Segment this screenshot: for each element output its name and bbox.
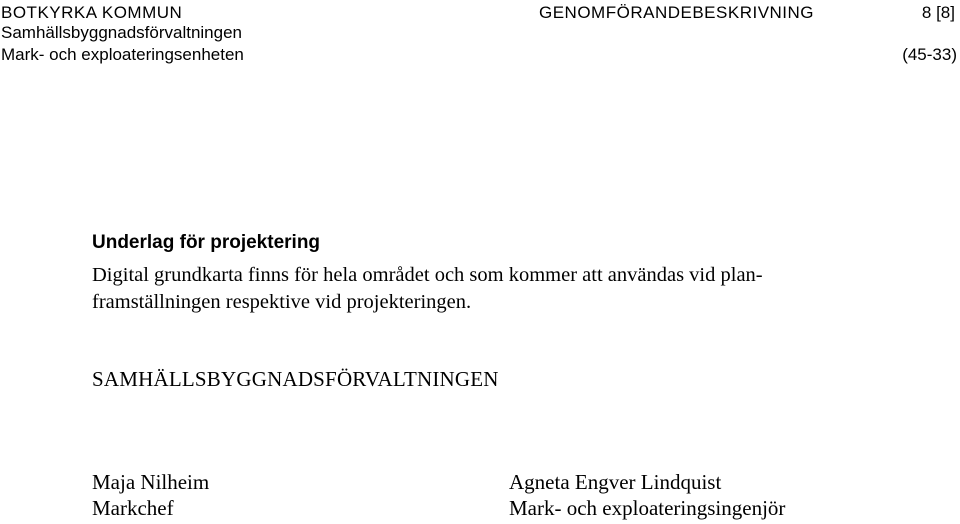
department-name: Samhällsbyggnadsförvaltningen xyxy=(1,23,242,42)
signatory-right-name: Agneta Engver Lindquist xyxy=(509,470,722,494)
signatory-right-title: Mark- och exploateringsingenjör xyxy=(509,496,786,520)
signatory-left-title: Markchef xyxy=(92,496,174,520)
paragraph-line-2: framställningen respektive vid projekteringen. xyxy=(92,291,472,313)
organization-name: BOTKYRKA KOMMUN xyxy=(1,3,183,22)
section-heading: Underlag för projektering xyxy=(92,232,321,253)
signatory-left-name: Maja Nilheim xyxy=(92,470,210,494)
page-number: 8 [8] xyxy=(921,3,955,22)
document-reference: (45-33) xyxy=(902,45,957,64)
paragraph-line-1: Digital grundkarta finns för hela området och som kommer att användas vid plan- xyxy=(92,264,763,286)
document-type: GENOMFÖRANDEBESKRIVNING xyxy=(539,3,815,22)
authority-name: SAMHÄLLSBYGGNADSFÖRVALTNINGEN xyxy=(92,367,499,391)
unit-name: Mark- och exploateringsenheten xyxy=(1,45,244,64)
